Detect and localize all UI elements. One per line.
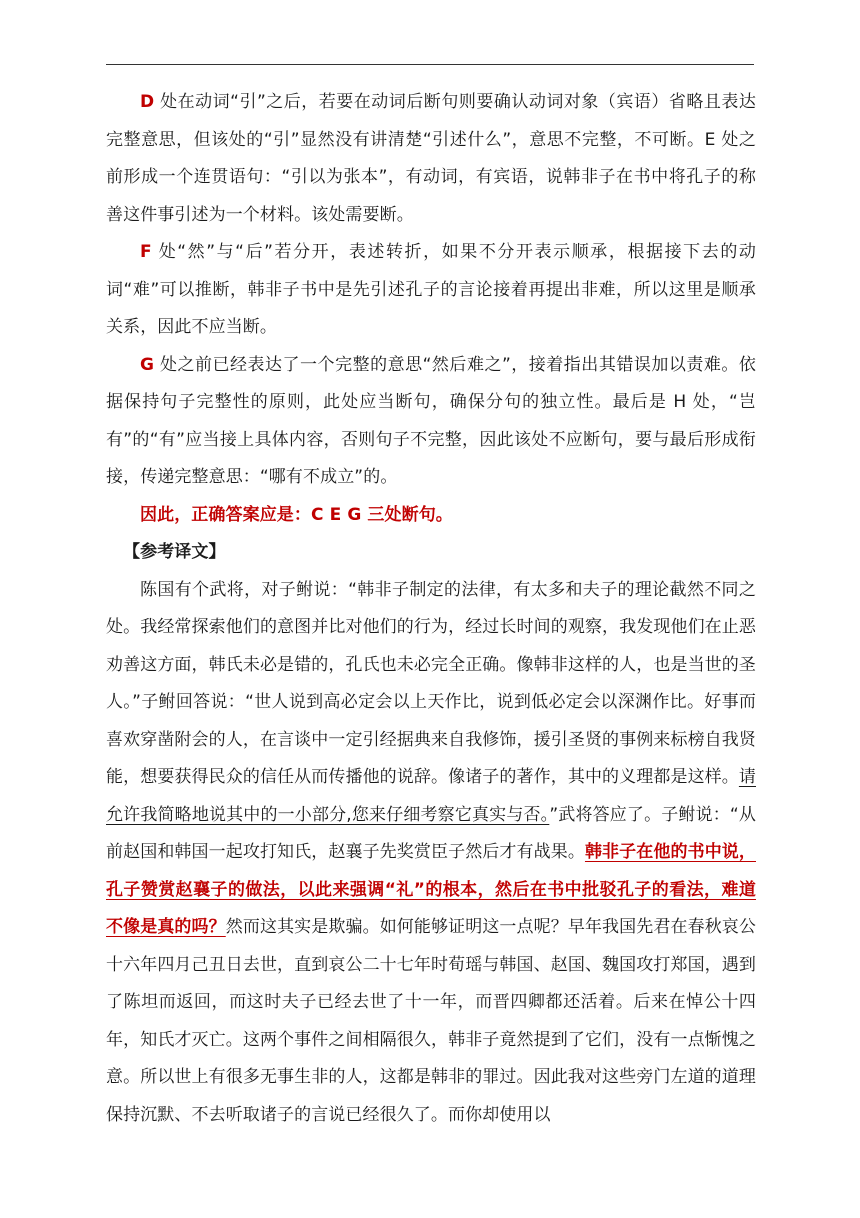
header-rule (106, 64, 754, 65)
section-heading: 【参考译文】 (123, 542, 226, 562)
paragraph-g-text: 处之前已经表达了一个完整的意思“然后难之”，接着指出其错误加以责难。依据保持句子完整性的原则，此处应当断句，确保分句的独立性。最后是 H 处，“岂有”的“有”应当接上具体内容，否则句子不完整，因此该处不应断句，要与最后形成衔接，传递完整意思：“哪有不成立”的。 (106, 354, 756, 487)
translation-underlined: 请允许我简略地说其中的一小部分,您来仔细考察它真实与否。 (106, 767, 756, 825)
paragraph-f-text: 处“然”与“后”若分开，表述转折，如果不分开表示顺承，根据接下去的动词“难”可以推断，韩非子书中是先引述孔子的言论接着再提出非难，所以这里是顺承关系，因此不应当断。 (106, 242, 756, 337)
translation-highlight: 韩非子在他的书中说，孔子赞赏赵襄子的做法，以此来强调“礼”的根本，然后在书中批驳孔子的看法，难道不像是真的吗？ (106, 842, 756, 937)
paragraph-f (106, 234, 756, 347)
marker-d: D (140, 92, 155, 112)
paragraph-d (106, 84, 756, 234)
translation-part-1: 陈国有个武将，对子鲋说：“韩非子制定的法律，有太多和夫子的理论截然不同之处。我经常探索他们的意图并比对他们的行为，经过长时间的观察，我发现他们在止恶劝善这方面，韩氏未必是错的，孔氏也未必完全正确。像韩非这样的人，也是当世的圣人。”子鲋回答说：“世人说到高必定会以上天作比，说到低必定会以深渊作比。好事而喜欢穿凿附会的人，在言谈中一定引经据典来自我修饰，援引圣贤的事例来标榜自我贤能，想要获得民众的信任从而传播他的说辞。像诸子的著作，其中的义理都是这样。 (106, 579, 756, 787)
document-body (106, 84, 756, 1134)
marker-g: G (140, 354, 155, 375)
marker-f: F (140, 242, 152, 262)
paragraph-d-text: 处在动词“引”之后，若要在动词后断句则要确认动词对象（宾语）省略且表达完整意思，但该处的“引”显然没有讲清楚“引述什么”，意思不完整，不可断。E 处之前形成一个连贯语句：“引以为张本”，有动词，有宾语，说韩非子在书中将孔子的称善这件事引述为一个材料。该处需要断。 (106, 92, 756, 225)
answer-line: 因此，正确答案应是：C E G 三处断句。 (140, 504, 453, 525)
translation-paragraph (106, 572, 756, 1135)
paragraph-g (106, 347, 756, 497)
translation-part-3: 然而这其实是欺骗。如何能够证明这一点呢？早年我国先君在春秋哀公十六年四月己丑日去世，直到哀公二十七年时荀瑶与韩国、赵国、魏国攻打郑国，遇到了陈坦而返回，而这时夫子已经去世了十一年，而晋四卿都还活着。后来在悼公十四年，知氏才灭亡。这两个事件之间相隔很久，韩非子竟然提到了它们，没有一点惭愧之意。所以世上有很多无事生非的人，这都是韩非的罪过。因此我对这些旁门左道的道理保持沉默、不去听取诸子的言说已经很久了。而你却使用以 (106, 917, 757, 1125)
translation-part-2: ”武将答应了。子鲋说：“从前赵国和韩国一起攻打知氏，赵襄子先奖赏臣子然后才有战果。 (106, 804, 756, 862)
